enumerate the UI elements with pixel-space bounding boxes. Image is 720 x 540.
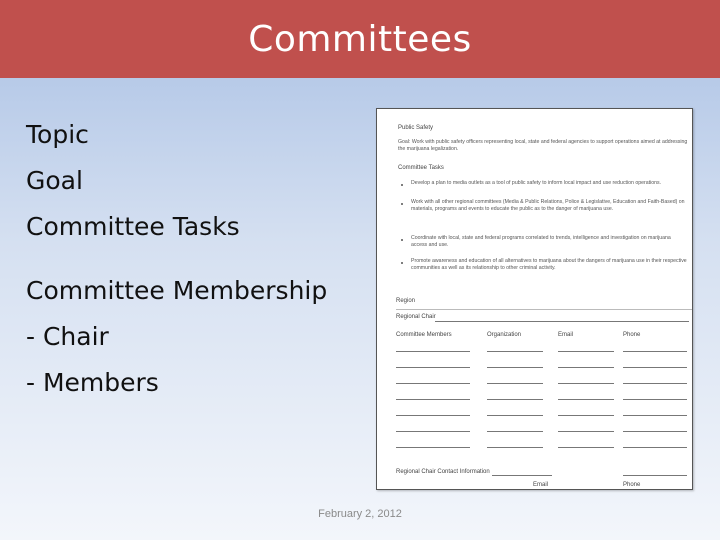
member-blank-line bbox=[396, 399, 470, 400]
bullet-topic: Topic bbox=[26, 120, 89, 149]
member-blank-line bbox=[487, 399, 543, 400]
footer-date: February 2, 2012 bbox=[318, 508, 402, 520]
member-blank-line bbox=[396, 351, 470, 352]
bullet-dot-icon bbox=[401, 239, 403, 241]
doc-task-2: Work with all other regional committees (Media & Public Relations, Police & Legislative, Education and Faith-Based) on materials, programs and events to educate the public as to the danger of marijuana use. bbox=[411, 199, 685, 213]
bullet-chair: - Chair bbox=[26, 322, 109, 351]
doc-contact-phone: Phone bbox=[623, 482, 641, 488]
member-blank-line bbox=[558, 351, 614, 352]
bullet-dot-icon bbox=[401, 203, 403, 205]
doc-col-members: Committee Members bbox=[396, 332, 452, 338]
member-blank-line bbox=[558, 447, 614, 448]
member-blank-line bbox=[558, 367, 614, 368]
member-blank-line bbox=[623, 383, 687, 384]
member-blank-line bbox=[558, 415, 614, 416]
member-blank-line bbox=[396, 367, 470, 368]
doc-goal: Goal: Work with public safety officers representing local, state and federal agencies to support operations aimed at addressing the marijuana legalization. bbox=[398, 139, 688, 153]
bullet-goal: Goal bbox=[26, 166, 83, 195]
member-blank-line bbox=[487, 447, 543, 448]
bullet-committee-membership: Committee Membership bbox=[26, 276, 328, 305]
doc-col-phone: Phone bbox=[623, 332, 641, 338]
bullet-list bbox=[26, 112, 327, 406]
doc-topic: Public Safety bbox=[398, 125, 434, 131]
doc-contact-label: Regional Chair Contact Information bbox=[396, 469, 490, 475]
slide-title: Committees bbox=[248, 18, 472, 60]
member-blank-line bbox=[487, 367, 543, 368]
member-blank-line bbox=[487, 383, 543, 384]
doc-regional-chair-label: Regional Chair bbox=[396, 314, 436, 320]
member-blank-line bbox=[623, 399, 687, 400]
doc-contact-email: Email bbox=[533, 482, 549, 488]
member-blank-line bbox=[623, 431, 687, 432]
member-blank-line bbox=[487, 431, 543, 432]
bullet-dot-icon bbox=[401, 262, 403, 264]
member-blank-line bbox=[487, 415, 543, 416]
member-blank-line bbox=[623, 447, 687, 448]
member-blank-line bbox=[396, 383, 470, 384]
bullet-committee-tasks: Committee Tasks bbox=[26, 212, 240, 241]
doc-task-3: Coordinate with local, state and federal programs correlated to trends, intelligence and investigation on marijuana access and use. bbox=[411, 235, 671, 249]
doc-col-organization: Organization bbox=[487, 332, 522, 338]
document-thumbnail bbox=[376, 108, 693, 490]
member-blank-line bbox=[623, 415, 687, 416]
member-blank-line bbox=[396, 415, 470, 416]
member-blank-line bbox=[558, 399, 614, 400]
member-blank-line bbox=[558, 383, 614, 384]
doc-task-1: Develop a plan to media outlets as a tool of public safety to inform local impact and use reduction operations. bbox=[411, 180, 662, 186]
member-blank-line bbox=[396, 447, 470, 448]
doc-col-email: Email bbox=[558, 332, 574, 338]
chair-line bbox=[435, 321, 689, 322]
bullet-dot-icon bbox=[401, 184, 403, 186]
bullet-members: - Members bbox=[26, 368, 159, 397]
divider bbox=[396, 309, 692, 310]
member-blank-line bbox=[623, 351, 687, 352]
title-bar bbox=[0, 0, 720, 78]
doc-tasks-heading: Committee Tasks bbox=[398, 165, 444, 171]
doc-region-label: Region bbox=[396, 298, 416, 304]
doc-task-4: Promote awareness and education of all alternatives to marijuana about the dangers of marijuana use in their respective communities as well as its relationship to other criminal activity. bbox=[411, 258, 687, 272]
contact-phone-line bbox=[623, 475, 687, 476]
member-blank-line bbox=[487, 351, 543, 352]
member-blank-line bbox=[623, 367, 687, 368]
member-blank-line bbox=[396, 431, 470, 432]
member-blank-line bbox=[558, 431, 614, 432]
